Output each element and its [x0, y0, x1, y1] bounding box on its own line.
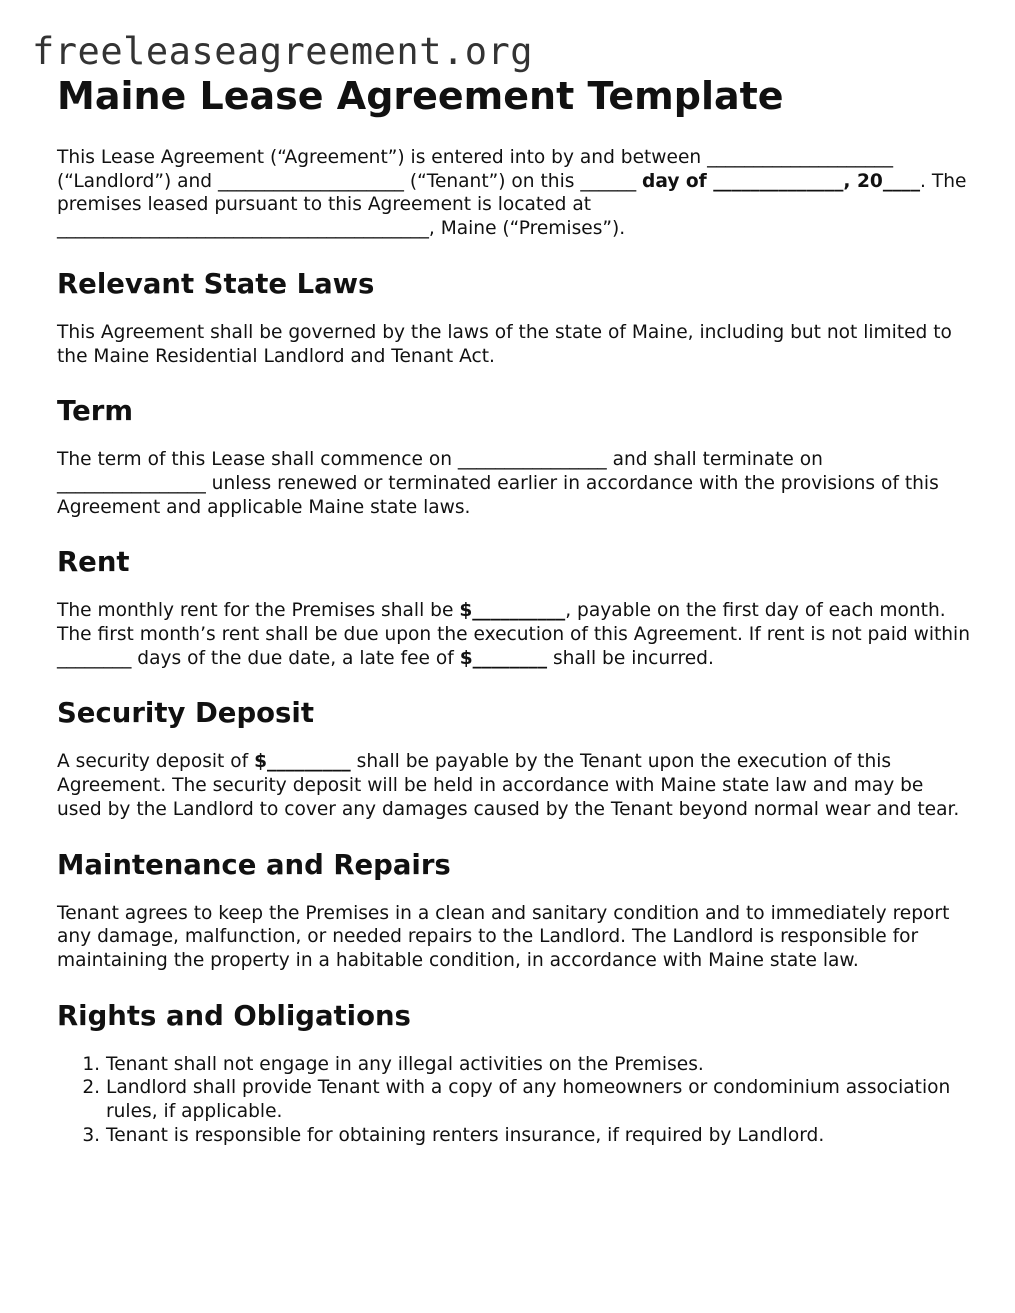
- section-body-deposit: [57, 750, 972, 821]
- section-heading-rent: Rent: [57, 546, 130, 579]
- intro-text-1: This Lease Agreement (“Agreement”) is entered into by and between ____________________ (“Landlord”) and ____________________ (“Tenant”) on this ______: [57, 147, 894, 192]
- list-item: 3. Tenant is responsible for obtaining renters insurance, if required by Landlord.: [106, 1124, 972, 1148]
- section-heading-term: Term: [57, 395, 133, 428]
- document-body: [57, 72, 972, 1147]
- section-heading-laws: Relevant State Laws: [57, 267, 375, 300]
- intro-text-2: . The premises leased pursuant to this Agreement is located at ________________________________________, Maine (“Premises”).: [57, 170, 967, 240]
- section-body-laws: This Agreement shall be governed by the laws of the state of Maine, including but not limited to the Maine Residential Landlord and Tenant Act.: [57, 321, 952, 367]
- deposit-text-1: A security deposit of: [57, 751, 255, 773]
- rent-text-3: shall be incurred.: [547, 647, 714, 669]
- rights-list: [57, 1053, 972, 1148]
- section-heading-maintenance: Maintenance and Repairs: [57, 848, 451, 881]
- section-body-term: The term of this Lease shall commence on ________________ and shall terminate on ________________ unless renewed or terminated earlier in accordance with the provisions of this Agreement and applicable Maine state laws.: [57, 449, 939, 518]
- deposit-amount-blank: $_________: [254, 751, 351, 773]
- rent-text-2: , payable on the first day of each month. The first month’s rent shall be due upon the execution of this Agreement. If rent is not paid within ________ days of the due date, a late fee of: [57, 600, 971, 669]
- section-heading-rights: Rights and Obligations: [57, 999, 411, 1032]
- intro-date-blank: day of ______________, 20____: [642, 170, 921, 192]
- section-body-maintenance: Tenant agrees to keep the Premises in a clean and sanitary condition and to immediately report any damage, malfunction, or needed repairs to the Landlord. The Landlord is responsible for maintaining the property in a habitable condition, in accordance with Maine state law.: [57, 902, 950, 971]
- section-heading-deposit: Security Deposit: [57, 697, 314, 730]
- rent-text-1: The monthly rent for the Premises shall be: [57, 600, 460, 622]
- site-watermark: freeleaseagreement.org: [32, 30, 534, 73]
- page-title: Maine Lease Agreement Template: [57, 74, 784, 118]
- list-item: 1. Tenant shall not engage in any illegal activities on the Premises.: [106, 1053, 972, 1077]
- list-item: 2. Landlord shall provide Tenant with a copy of any homeowners or condominium association rules, if applicable.: [106, 1076, 972, 1123]
- late-fee-blank: $________: [459, 647, 548, 669]
- deposit-text-2: shall be payable by the Tenant upon the execution of this Agreement. The security deposit will be held in accordance with Maine state law and may be used by the Landlord to cover any damages caused by the Tenant beyond normal wear and tear.: [57, 751, 960, 820]
- section-body-rent: [57, 599, 972, 670]
- intro-paragraph: [57, 146, 972, 241]
- rent-amount-blank: $__________: [459, 600, 566, 622]
